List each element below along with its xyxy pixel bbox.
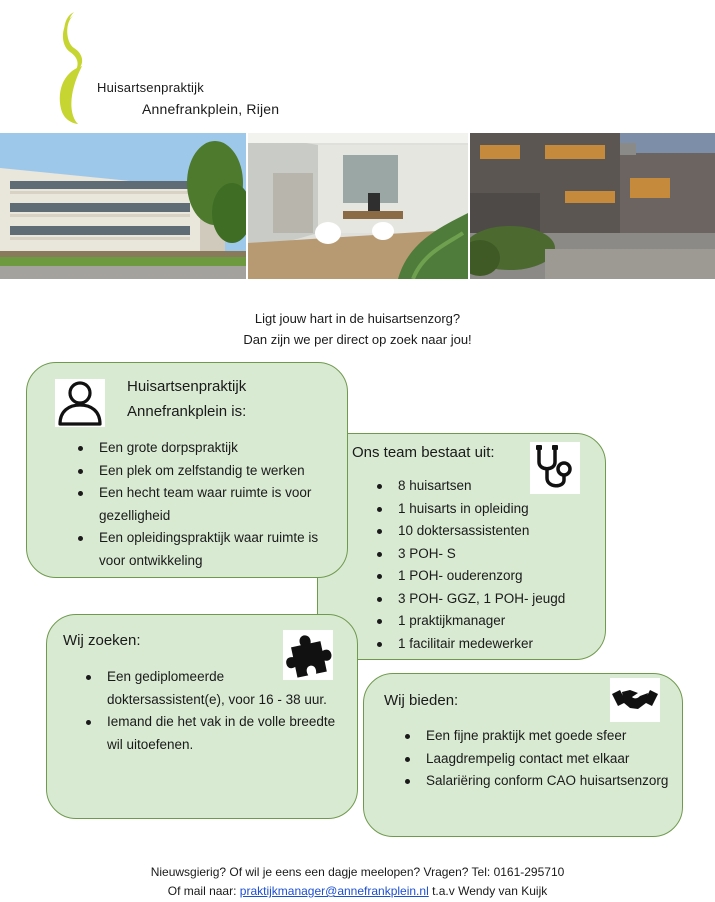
- practice-list: [73, 437, 347, 572]
- practice-box: [26, 362, 348, 578]
- list-item: Een hecht team waar ruimte is voor gezelligheid: [73, 482, 347, 527]
- we-offer-title: Wij bieden:: [384, 692, 459, 709]
- footer-line-2: [0, 884, 715, 898]
- looking-for-title: Wij zoeken:: [63, 632, 141, 649]
- practice-building-photo: [470, 133, 715, 279]
- apartment-building-photo: [0, 133, 246, 279]
- list-item: 3 POH- S: [372, 543, 600, 566]
- list-item: Een gediplomeerde doktersassistent(e), voor 16 - 38 uur.: [81, 666, 343, 711]
- email-link[interactable]: praktijkmanager@annefrankplein.nl: [239, 884, 429, 898]
- list-item: 1 facilitair medewerker: [372, 633, 600, 656]
- team-box: [317, 433, 606, 660]
- list-item: Een grote dorpspraktijk: [73, 437, 347, 460]
- list-item: 3 POH- GGZ, 1 POH- jeugd: [372, 588, 600, 611]
- footer-line-1: Nieuwsgierig? Of wil je eens een dagje meelopen? Vragen? Tel: 0161-295710: [150, 865, 565, 879]
- handshake-icon: [610, 678, 660, 722]
- looking-for-list: [81, 666, 343, 756]
- practice-location: Annefrankplein, Rijen: [142, 101, 280, 117]
- list-item: Laagdrempelig contact met elkaar: [400, 748, 670, 771]
- intro-question: Ligt jouw hart in de huisartsenzorg?: [254, 311, 461, 326]
- footer-mail-prefix: Of mail naar:: [167, 884, 240, 898]
- person-icon: [55, 379, 105, 427]
- practice-title-line2: Annefrankplein is:: [127, 403, 247, 420]
- team-title: Ons team bestaat uit:: [352, 444, 495, 461]
- list-item: Een fijne praktijk met goede sfeer: [400, 725, 670, 748]
- intro-statement: Dan zijn we per direct op zoek naar jou!: [243, 332, 472, 347]
- list-item: 1 praktijkmanager: [372, 610, 600, 633]
- practice-logo-icon: [54, 12, 94, 124]
- we-offer-box: [363, 673, 683, 837]
- list-item: Een opleidingspraktijk waar ruimte is voor ontwikkeling: [73, 527, 347, 572]
- looking-for-box: [46, 614, 358, 819]
- list-item: 1 POH- ouderenzorg: [372, 565, 600, 588]
- list-item: 8 huisartsen: [372, 475, 600, 498]
- list-item: Iemand die het vak in de volle breedte wil uitoefenen.: [81, 711, 343, 756]
- practice-name: Huisartsenpraktijk: [97, 80, 204, 95]
- footer-mail-suffix: t.a.v Wendy van Kuijk: [428, 884, 548, 898]
- practice-title-line1: Huisartsenpraktijk: [127, 378, 247, 395]
- list-item: Salariëring conform CAO huisartsenzorg: [400, 770, 670, 793]
- list-item: 1 huisarts in opleiding: [372, 498, 600, 521]
- consultation-room-photo: [248, 133, 468, 279]
- list-item: Een plek om zelfstandig te werken: [73, 460, 347, 483]
- team-list: [372, 475, 600, 655]
- we-offer-list: [400, 725, 670, 793]
- list-item: 10 doktersassistenten: [372, 520, 600, 543]
